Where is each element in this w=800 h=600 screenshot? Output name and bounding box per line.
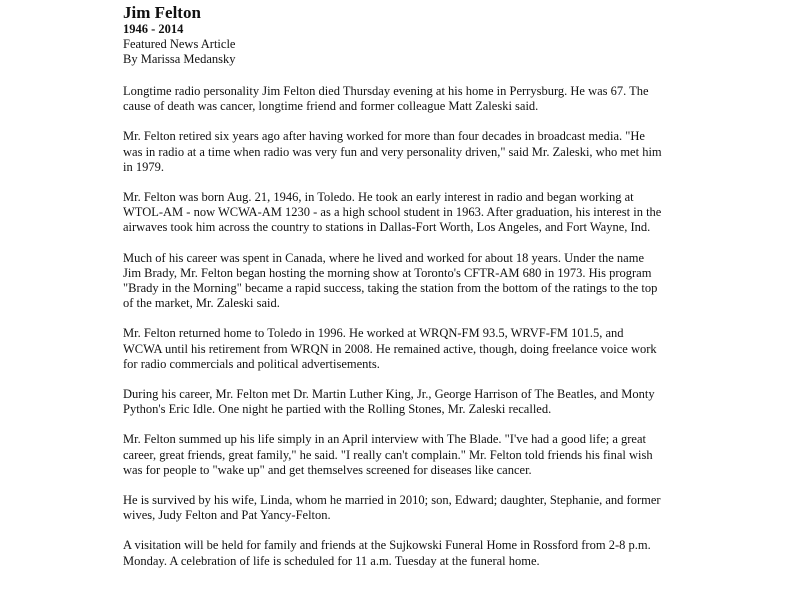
article-paragraph: Longtime radio personality Jim Felton died Thursday evening at his home in Perrysburg. He was 67. The cause of death was cancer, longtime friend and former colleague Matt Zaleski said. <box>123 84 649 114</box>
article-paragraph: Mr. Felton retired six years ago after having worked for more than four decades in broadcast media. "He was in radio at a time when radio was very fun and very personality driven," said Mr. Zaleski, who met him in 1979. <box>123 129 662 174</box>
news-article <box>123 4 663 584</box>
article-paragraph: He is survived by his wife, Linda, whom he married in 2010; son, Edward; daughter, Stephanie, and former wives, Judy Felton and Pat Yancy-Felton. <box>123 493 661 523</box>
article-title: Jim Felton <box>123 3 201 22</box>
article-byline: By Marissa Medansky <box>123 52 236 66</box>
article-years: 1946 - 2014 <box>123 22 184 36</box>
article-paragraph: During his career, Mr. Felton met Dr. Martin Luther King, Jr., George Harrison of The Beatles, and Monty Python's Eric Idle. One night he partied with the Rolling Stones, Mr. Zaleski recalled. <box>123 387 655 417</box>
article-paragraph: Much of his career was spent in Canada, where he lived and worked for about 18 years. Under the name Jim Brady, Mr. Felton began hosting the morning show at Toronto's CFTR-AM 680 in 1973. His program "Brady in the Morning" became a rapid success, taking the station from the bottom of the ratings to the top of the market, Mr. Zaleski said. <box>123 250 658 311</box>
article-paragraph: A visitation will be held for family and friends at the Sujkowski Funeral Home in Rossford from 2-8 p.m. Monday. A celebration of life is scheduled for 11 a.m. Tuesday at the funeral home. <box>123 538 651 568</box>
article-paragraph: Mr. Felton was born Aug. 21, 1946, in Toledo. He took an early interest in radio and began working at WTOL-AM - now WCWA-AM 1230 - as a high school student in 1963. After graduation, his interest in the airwaves took him across the country to stations in Dallas-Fort Worth, Los Angeles, and Fort Wayne, Ind. <box>123 190 662 235</box>
article-category: Featured News Article <box>123 37 236 51</box>
article-paragraph: Mr. Felton summed up his life simply in an April interview with The Blade. "I've had a good life; a great career, great friends, great family," he said. "I really can't complain." Mr. Felton told friends his final wish was for people to "wake up" and get themselves screened for diseases like cancer. <box>123 432 653 477</box>
article-paragraph: Mr. Felton returned home to Toledo in 1996. He worked at WRQN-FM 93.5, WRVF-FM 101.5, and WCWA until his retirement from WRQN in 2008. He remained active, though, doing freelance voice work for radio commercials and political advertisements. <box>123 326 657 371</box>
article-body <box>123 84 663 569</box>
